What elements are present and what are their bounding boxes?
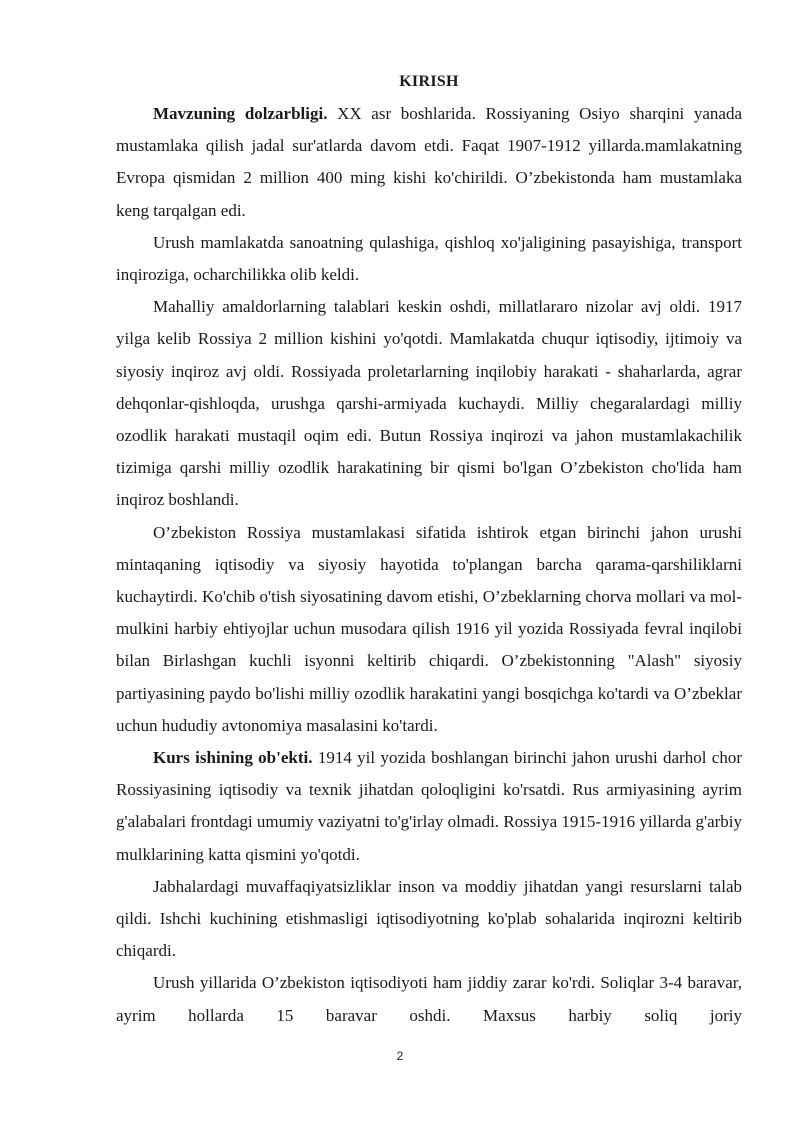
paragraph-crisis: [116, 291, 742, 516]
paragraph-text: Jabhalardagi muvaffaqiyatsizliklar inson va moddiy jihatdan yangi resurslarni talab qildi. Ishchi kuchining etishmasligi iqtisodiyotning ko'plab sohalarida inqirozni keltirib chiqardi.: [116, 876, 742, 961]
paragraph-text: Urush mamlakatda sanoatning qulashiga, qishloq xo'jaligining pasayishiga, transport inqiroziga, ocharchilikka olib keldi.: [116, 232, 742, 285]
paragraph-text: XX asr boshlarida. Rossiyaning Osiyo sharqini yanada mustamlaka qilish jadal sur'atlarda davom etdi. Faqat 1907-1912 yillarda.mamlakatning Evropa qismidan 2 million 400 ming kishi ko'chirildi. O’zbekistonda ham mustamlaka keng tarqalgan edi.: [116, 104, 742, 220]
paragraph-object: [116, 742, 742, 871]
paragraph-relevance: [116, 98, 742, 227]
paragraph-resources: [116, 871, 742, 968]
paragraph-text: Mahalliy amaldorlarning talablari keskin oshdi, millatlararo nizolar avj oldi. 1917 yilga kelib Rossiya 2 million kishini yo'qotdi. Mamlakatda chuqur iqtisodiy, ijtimoiy va siyosiy inqiroz avj oldi. Rossiyada proletarlarning inqilobiy harakati - shaharlarda, agrar dehqonlar-qishloqda, urushga qarshi-armiyada kuchaydi. Milliy chegaralardagi milliy ozodlik harakati mustaqil oqim edi. Butun Rossiya inqirozi va jahon mustamlakachilik tizimiga qarshi milliy ozodlik harakatining bir qismi bo'lgan O’zbekiston cho'lida ham inqiroz boshlandi.: [116, 297, 742, 510]
page-content: [116, 72, 742, 1032]
paragraph-lead: Kurs ishining ob'ekti.: [153, 748, 313, 768]
paragraph-text: 1914 yil yozida boshlangan birinchi jahon urushi darhol chor Rossiyasining iqtisodiy va texnik jihatdan qoloqligini ko'rsatdi. Rus armiyasining ayrim g'alabalari frontdagi umumiy vaziyatni to'g'irlay olmadi. Rossiya 1915-1916 yillarda g'arbiy mulklarining katta qismini yo'qotdi.: [116, 748, 742, 864]
paragraph-colony: [116, 517, 742, 742]
page-title: KIRISH: [399, 73, 459, 90]
paragraph-war-effects: [116, 227, 742, 291]
paragraph-text: O’zbekiston Rossiya mustamlakasi sifatida ishtirok etgan birinchi jahon urushi mintaqaning iqtisodiy va siyosiy hayotida to'plangan barcha qarama-qarshiliklarni kuchaytirdi. Ko'chib o'tish siyosatining davom etishi, O’zbeklarning chorva mollari va mol-mulkini harbiy ehtiyojlar uchun musodara qilish 1916 yil yozida Rossiyada fevral inqilobi bilan Birlashgan kuchli isyonni keltirib chiqardi. O’zbekistonning "Alash" siyosiy partiyasining paydo bo'lishi milliy ozodlik harakatini yangi bosqichga ko'tardi va O’zbeklar uchun hududiy avtonomiya masalasini ko'tardi.: [116, 522, 742, 735]
page-number: 2: [396, 1049, 404, 1063]
paragraph-economy: [116, 967, 742, 1031]
paragraph-lead: Mavzuning dolzarbligi.: [153, 104, 328, 123]
paragraph-text: Urush yillarida O’zbekiston iqtisodiyoti ham jiddiy zarar ko'rdi. Soliqlar 3-4 baravar, ayrim hollarda 15 baravar oshdi. Maxsus harbiy soliq joriy: [116, 973, 742, 1025]
